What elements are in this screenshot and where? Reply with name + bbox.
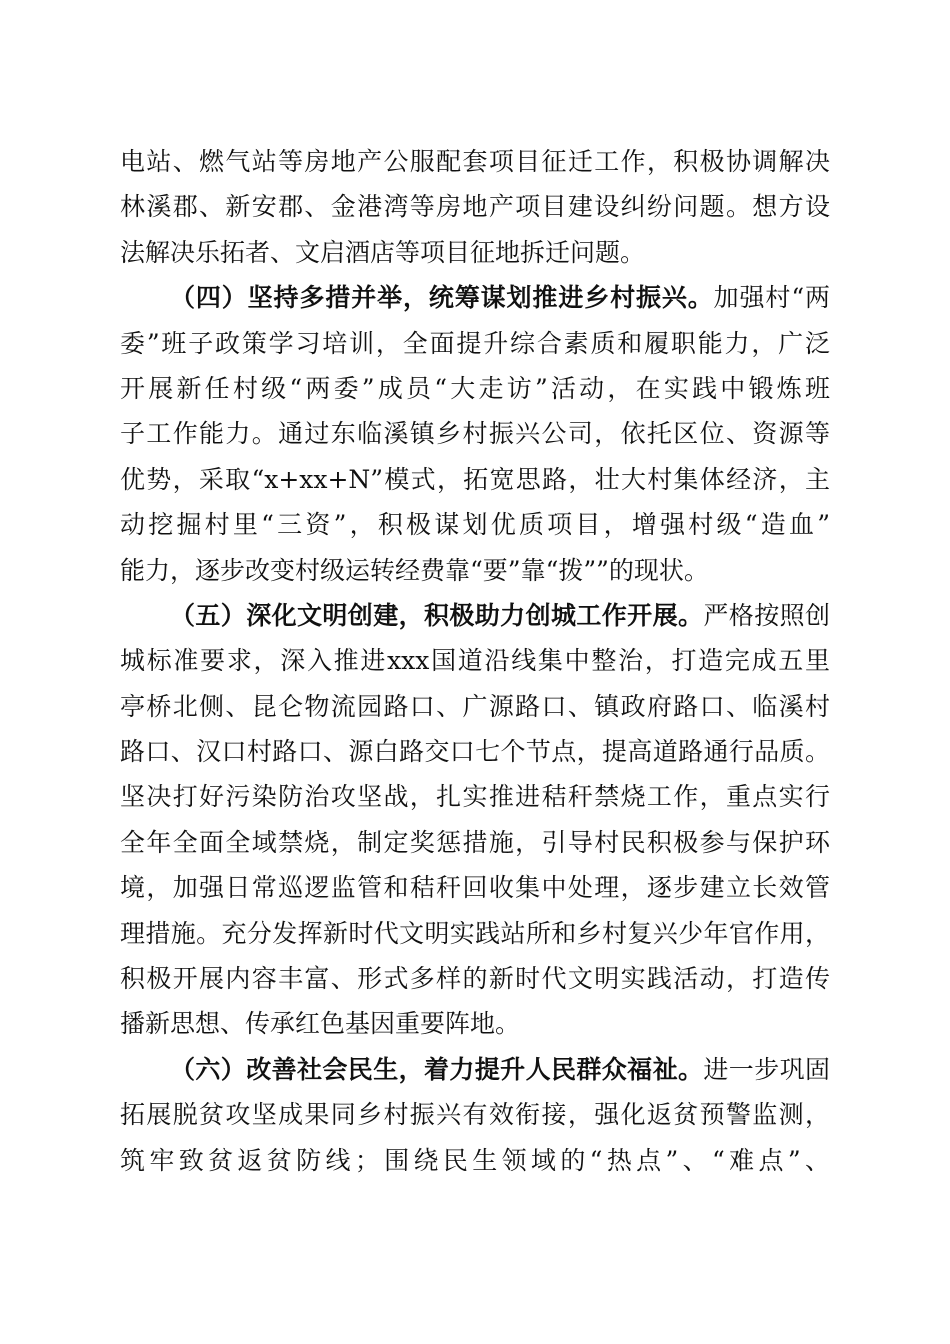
paragraph: [120, 275, 830, 593]
text-line: 全年全面全域禁烧，制定奖惩措施，引导村民积极参与保护环: [120, 827, 830, 857]
text-line: 积极开展内容丰富、形式多样的新时代文明实践活动，打造传: [120, 964, 830, 994]
paragraph-first-line: [120, 1047, 830, 1092]
text-line: 电站、燃气站等房地产公服配套项目征迁工作，积极协调解决: [120, 147, 830, 176]
text-line: 亭桥北侧、昆仑物流园路口、广源路口、镇政府路口、临溪村: [120, 691, 830, 721]
text-line: 优势，采取“x+xx+N”模式，拓宽思路，壮大村集体经济，主: [120, 464, 830, 494]
text-run: 加强村“两: [713, 283, 830, 313]
text-line: 路口、汉口村路口、源白路交口七个节点，提高道路通行品质。: [120, 737, 830, 767]
text-line: 播新思想、传承红色基因重要阵地。: [120, 1009, 521, 1039]
section-heading: （五）深化文明创建，积极助力创城工作开展。: [170, 600, 704, 630]
text-line: 坚决打好污染防治攻坚战，扎实推进秸秆禁烧工作，重点实行: [120, 782, 830, 812]
text-line: 能力，逐步改变村级运转经费靠“要”靠“拨””的现状。: [120, 555, 709, 585]
text-run: 进一步巩固: [703, 1054, 830, 1084]
paragraph: [120, 593, 830, 1047]
paragraph: [120, 139, 830, 275]
text-line: 动挖掘村里“三资”，积极谋划优质项目，增强村级“造血”: [120, 510, 830, 540]
text-line: 拓展脱贫攻坚成果同乡村振兴有效衔接，强化返贫预警监测，: [120, 1100, 830, 1130]
text-line: 理措施。充分发挥新时代文明实践站所和乡村复兴少年官作用，: [120, 918, 830, 948]
body-text: [120, 139, 830, 1183]
section-heading: （六）改善社会民生，着力提升人民群众福祉。: [170, 1054, 704, 1084]
paragraph: [120, 1047, 830, 1183]
section-heading: （四）坚持多措并举，统筹谋划推进乡村振兴。: [170, 283, 714, 313]
text-line: 开展新任村级“两委”成员“大走访”活动，在实践中锻炼班: [120, 373, 830, 403]
paragraph-first-line: [120, 593, 830, 638]
text-line: 境，加强日常巡逻监管和秸秆回收集中处理，逐步建立长效管: [120, 873, 830, 903]
text-line: 子工作能力。通过东临溪镇乡村振兴公司，依托区位、资源等: [120, 419, 830, 449]
text-run: 严格按照创: [703, 600, 830, 630]
text-line: 委”班子政策学习培训，全面提升综合素质和履职能力，广泛: [120, 328, 830, 358]
text-line: 城标准要求，深入推进xxx国道沿线集中整治，打造完成五里: [120, 646, 830, 676]
text-line: 林溪郡、新安郡、金港湾等房地产项目建设纠纷问题。想方设: [120, 192, 830, 222]
text-line: 法解决乐拓者、文启酒店等项目征地拆迁问题。: [120, 237, 646, 267]
paragraph-first-line: [120, 275, 830, 320]
text-line: 筑牢致贫返贫防线；围绕民生领域的“热点”、“难点”、: [120, 1145, 830, 1175]
